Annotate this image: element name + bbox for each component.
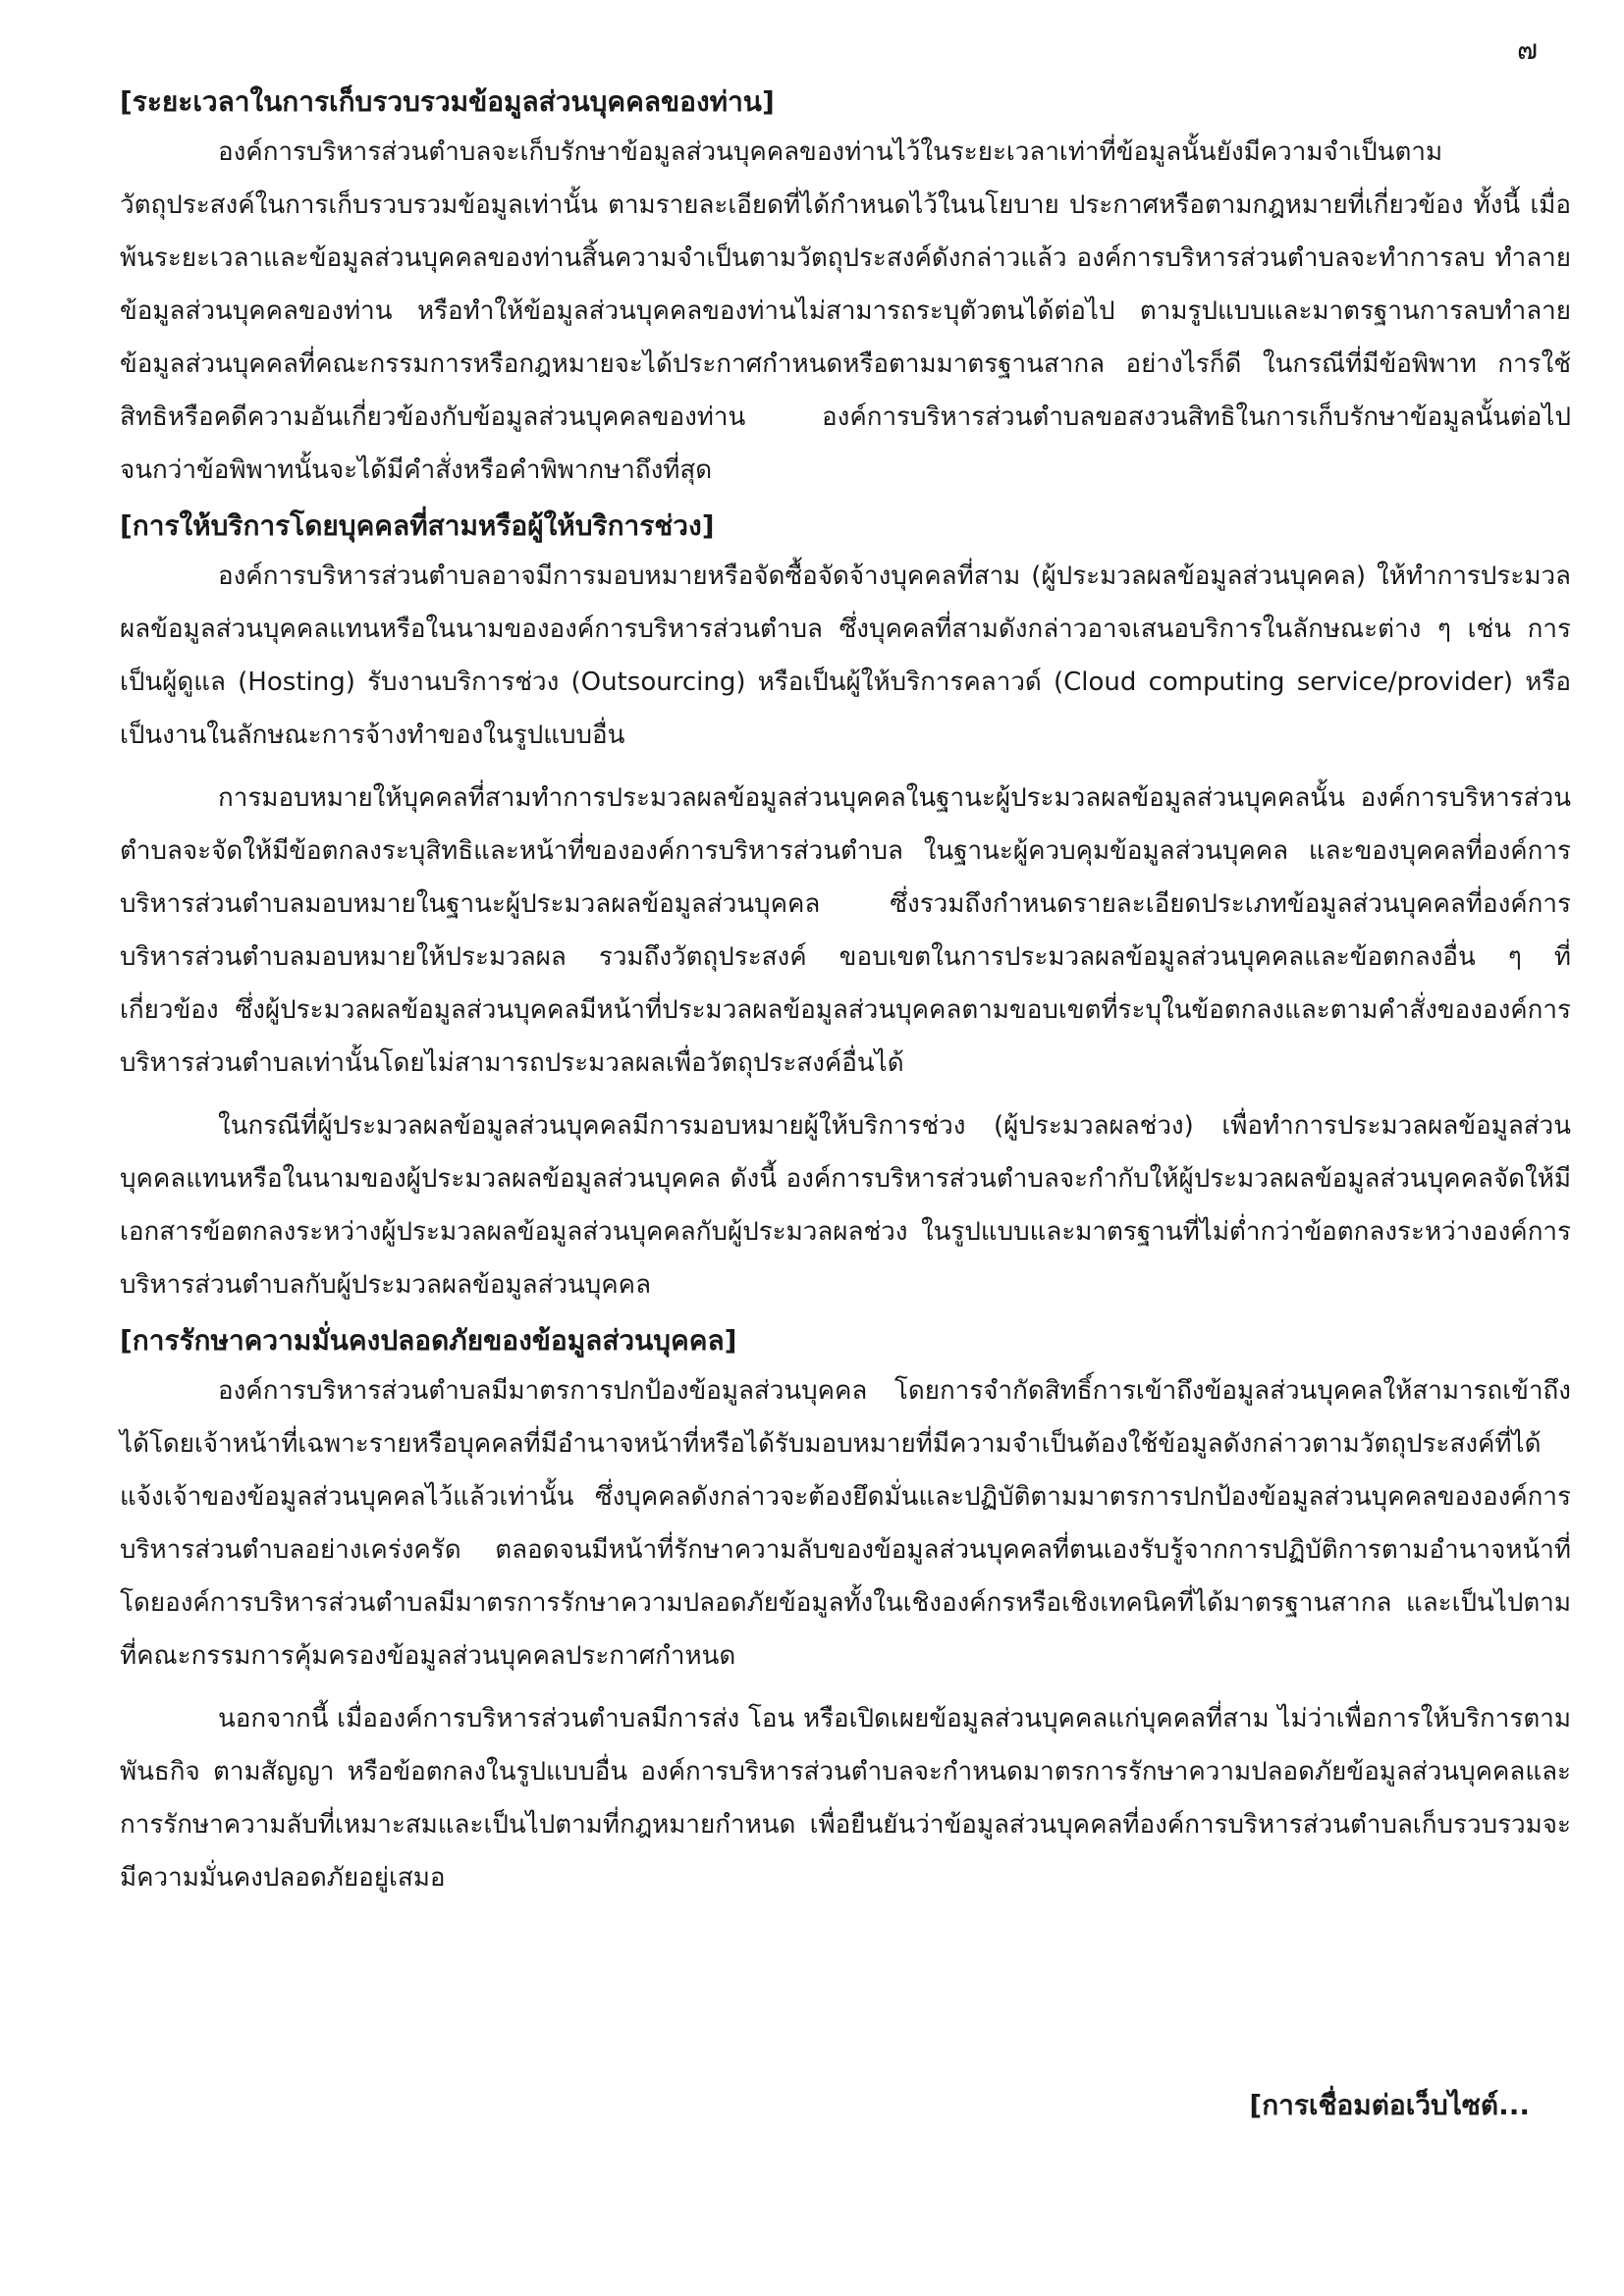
section-heading: [ระยะเวลาในการเก็บรวบรวมข้อมูลส่วนบุคคลของท่าน] — [120, 85, 775, 118]
section-third-party-services — [120, 503, 1571, 1311]
continued-next-section-label: [การเชื่อมต่อเว็บไซต์... — [1249, 2089, 1530, 2121]
paragraph: องค์การบริหารส่วนตำบลจะเก็บรักษาข้อมูลส่วนบุคคลของท่านไว้ในระยะเวลาเท่าที่ข้อมูลนั้นยังมีความจำเป็นตามวัตถุประสงค์ในการเก็บรวบรวมข้อมูลเท่านั้น ตามรายละเอียดที่ได้กำหนดไว้ในนโยบาย ประกาศหรือตามกฎหมายที่เกี่ยวข้อง ทั้งนี้ เมื่อพ้นระยะเวลาและข้อมูลส่วนบุคคลของท่านสิ้นความจำเป็นตามวัตถุประสงค์ดังกล่าวแล้ว องค์การบริหารส่วนตำบลจะทำการลบ ทำลายข้อมูลส่วนบุคคลของท่าน หรือทำให้ข้อมูลส่วนบุคคลของท่านไม่สามารถระบุตัวตนได้ต่อไป ตามรูปแบบและมาตรฐานการลบทำลายข้อมูลส่วนบุคคลที่คณะกรรมการหรือกฎหมายจะได้ประกาศกำหนดหรือตามมาตรฐานสากล อย่างไรก็ดี ในกรณีที่มีข้อพิพาท การใช้สิทธิหรือคดีความอันเกี่ยวข้องกับข้อมูลส่วนบุคคลของท่าน องค์การบริหารส่วนตำบลขอสงวนสิทธิในการเก็บรักษาข้อมูลนั้นต่อไปจนกว่าข้อพิพาทนั้นจะได้มีคำสั่งหรือคำพิพากษาถึงที่สุด — [120, 137, 1571, 485]
section-heading: [การให้บริการโดยบุคคลที่สามหรือผู้ให้บริการช่วง] — [120, 509, 715, 542]
section-heading: [การรักษาความมั่นคงปลอดภัยของข้อมูลส่วนบุคคล] — [120, 1324, 737, 1357]
section-retention-period — [120, 79, 1571, 497]
section-data-security — [120, 1317, 1571, 1904]
paragraph: องค์การบริหารส่วนตำบลมีมาตรการปกป้องข้อมูลส่วนบุคคล โดยการจำกัดสิทธิ์การเข้าถึงข้อมูลส่วนบุคคลให้สามารถเข้าถึงได้โดยเจ้าหน้าที่เฉพาะรายหรือบุคคลที่มีอำนาจหน้าที่หรือได้รับมอบหมายที่มีความจำเป็นต้องใช้ข้อมูลดังกล่าวตามวัตถุประสงค์ที่ได้แจ้งเจ้าของข้อมูลส่วนบุคคลไว้แล้วเท่านั้น ซึ่งบุคคลดังกล่าวจะต้องยึดมั่นและปฏิบัติตามมาตรการปกป้องข้อมูลส่วนบุคคลขององค์การบริหารส่วนตำบลอย่างเคร่งครัด ตลอดจนมีหน้าที่รักษาความลับของข้อมูลส่วนบุคคลที่ตนเองรับรู้จากการปฏิบัติการตามอำนาจหน้าที่ โดยองค์การบริหารส่วนตำบลมีมาตรการรักษาความปลอดภัยข้อมูลทั้งในเชิงองค์กรหรือเชิงเทคนิคที่ได้มาตรฐานสากล และเป็นไปตามที่คณะกรรมการคุ้มครองข้อมูลส่วนบุคคลประกาศกำหนด — [120, 1376, 1571, 1671]
paragraph: ในกรณีที่ผู้ประมวลผลข้อมูลส่วนบุคคลมีการมอบหมายผู้ให้บริการช่วง (ผู้ประมวลผลช่วง) เพื่อทำการประมวลผลข้อมูลส่วนบุคคลแทนหรือในนามของผู้ประมวลผลข้อมูลส่วนบุคคล ดังนี้ องค์การบริหารส่วนตำบลจะกำกับให้ผู้ประมวลผลข้อมูลส่วนบุคคลจัดให้มีเอกสารข้อตกลงระหว่างผู้ประมวลผลข้อมูลส่วนบุคคลกับผู้ประมวลผลช่วง ในรูปแบบและมาตรฐานที่ไม่ต่ำกว่าข้อตกลงระหว่างองค์การบริหารส่วนตำบลกับผู้ประมวลผลข้อมูลส่วนบุคคล — [120, 1111, 1571, 1300]
page-number: ๗ — [1516, 33, 1538, 66]
paragraph: การมอบหมายให้บุคคลที่สามทำการประมวลผลข้อมูลส่วนบุคคลในฐานะผู้ประมวลผลข้อมูลส่วนบุคคลนั้น องค์การบริหารส่วนตำบลจะจัดให้มีข้อตกลงระบุสิทธิและหน้าที่ขององค์การบริหารส่วนตำบล ในฐานะผู้ควบคุมข้อมูลส่วนบุคคล และของบุคคลที่องค์การบริหารส่วนตำบลมอบหมายในฐานะผู้ประมวลผลข้อมูลส่วนบุคคล ซึ่งรวมถึงกำหนดรายละเอียดประเภทข้อมูลส่วนบุคคลที่องค์การบริหารส่วนตำบลมอบหมายให้ประมวลผล รวมถึงวัตถุประสงค์ ขอบเขตในการประมวลผลข้อมูลส่วนบุคคลและข้อตกลงอื่น ๆ ที่เกี่ยวข้อง ซึ่งผู้ประมวลผลข้อมูลส่วนบุคคลมีหน้าที่ประมวลผลข้อมูลส่วนบุคคลตามขอบเขตที่ระบุในข้อตกลงและตามคำสั่งขององค์การบริหารส่วนตำบลเท่านั้นโดยไม่สามารถประมวลผลเพื่อวัตถุประสงค์อื่นได้ — [120, 783, 1571, 1078]
paragraph: องค์การบริหารส่วนตำบลอาจมีการมอบหมายหรือจัดซื้อจัดจ้างบุคคลที่สาม (ผู้ประมวลผลข้อมูลส่วนบุคคล) ให้ทำการประมวลผลข้อมูลส่วนบุคคลแทนหรือในนามขององค์การบริหารส่วนตำบล ซึ่งบุคคลที่สามดังกล่าวอาจเสนอบริการในลักษณะต่าง ๆ เช่น การเป็นผู้ดูแล (Hosting) รับงานบริการช่วง (Outsourcing) หรือเป็นผู้ให้บริการคลาวด์ (Cloud computing service/provider) หรือเป็นงานในลักษณะการจ้างทำของในรูปแบบอื่น — [120, 561, 1571, 750]
paragraph: นอกจากนี้ เมื่อองค์การบริหารส่วนตำบลมีการส่ง โอน หรือเปิดเผยข้อมูลส่วนบุคคลแก่บุคคลที่สาม ไม่ว่าเพื่อการให้บริการตามพันธกิจ ตามสัญญา หรือข้อตกลงในรูปแบบอื่น องค์การบริหารส่วนตำบลจะกำหนดมาตรการรักษาความปลอดภัยข้อมูลส่วนบุคคลและการรักษาความลับที่เหมาะสมและเป็นไปตามที่กฎหมายกำหนด เพื่อยืนยันว่าข้อมูลส่วนบุคคลที่องค์การบริหารส่วนตำบลเก็บรวบรวมจะมีความมั่นคงปลอดภัยอยู่เสมอ — [120, 1704, 1571, 1893]
